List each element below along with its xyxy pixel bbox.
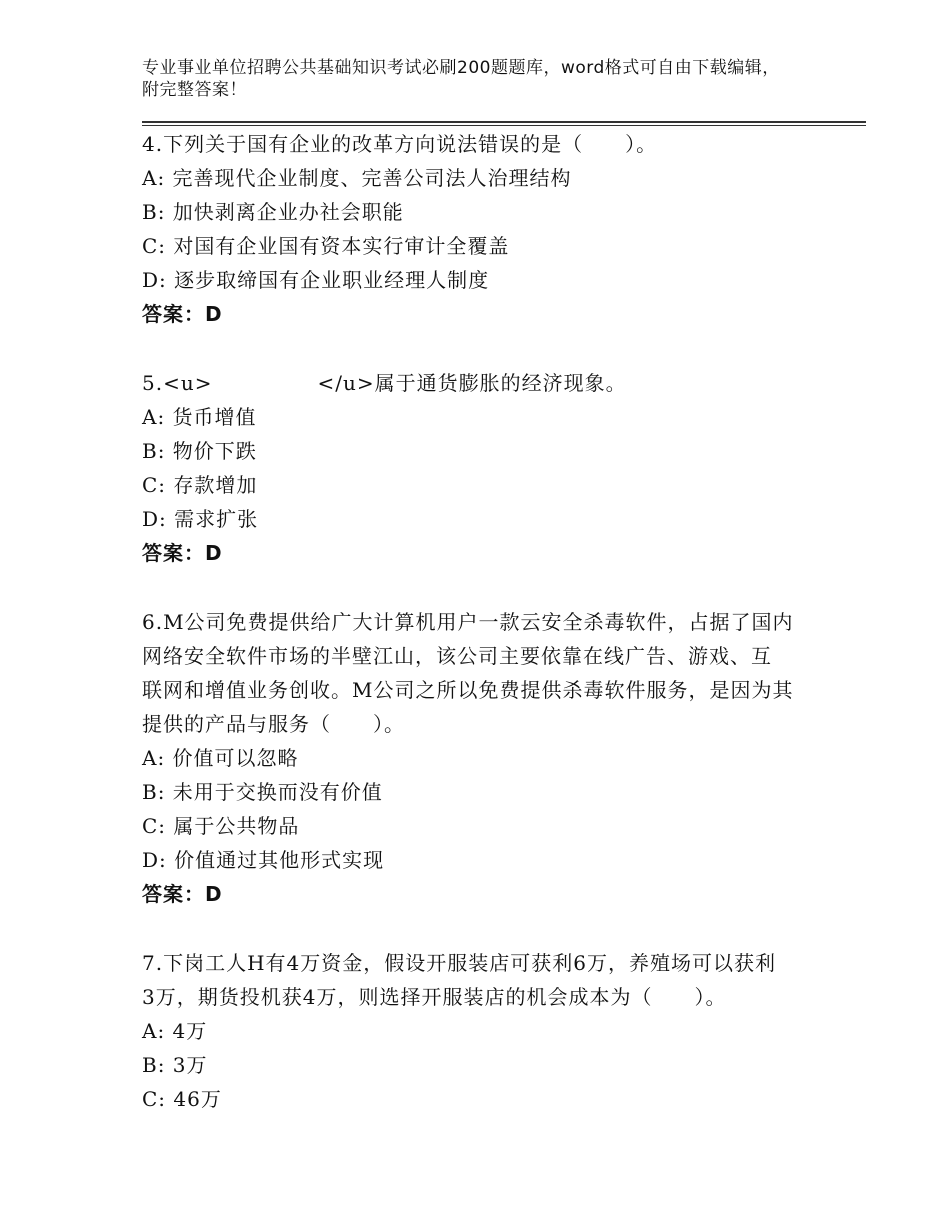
question-4-option-d: D: 逐步取缔国有企业职业经理人制度 xyxy=(142,268,490,292)
question-6-stem-line-4: 提供的产品与服务（ ）。 xyxy=(142,712,405,736)
question-6-stem-line-1: 6.M公司免费提供给广大计算机用户一款云安全杀毒软件，占据了国内 xyxy=(142,610,794,634)
question-7-option-a: A: 4万 xyxy=(142,1019,208,1043)
question-7-stem-line-2: 3万，期货投机获4万，则选择开服装店的机会成本为（ ）。 xyxy=(142,985,727,1009)
question-4-option-a: A: 完善现代企业制度、完善公司法人治理结构 xyxy=(142,166,572,190)
question-6-answer: 答案：D xyxy=(142,882,223,906)
question-6-option-b: B: 未用于交换而没有价值 xyxy=(142,780,383,804)
question-4-answer: 答案：D xyxy=(142,302,223,326)
header-divider-thin xyxy=(142,125,866,126)
question-4-stem: 4.下列关于国有企业的改革方向说法错误的是（ ）。 xyxy=(142,132,658,156)
question-5-answer: 答案：D xyxy=(142,541,223,565)
question-6-option-c: C: 属于公共物品 xyxy=(142,814,300,838)
question-4-option-b: B: 加快剥离企业办社会职能 xyxy=(142,200,404,224)
question-7-option-b: B: 3万 xyxy=(142,1053,208,1077)
question-6-stem-line-3: 联网和增值业务创收。M公司之所以免费提供杀毒软件服务，是因为其 xyxy=(142,678,794,702)
question-5-stem: 5.<u> </u>属于通货膨胀的经济现象。 xyxy=(142,371,627,395)
question-6-option-d: D: 价值通过其他形式实现 xyxy=(142,848,385,872)
header-divider-thick xyxy=(142,121,866,123)
document-header: 专业事业单位招聘公共基础知识考试必刷200题题库，word格式可自由下载编辑，附完整答案！ xyxy=(142,58,780,100)
question-5-option-c: C: 存款增加 xyxy=(142,473,258,497)
question-4-option-c: C: 对国有企业国有资本实行审计全覆盖 xyxy=(142,234,510,258)
question-5-option-b: B: 物价下跌 xyxy=(142,439,257,463)
question-6-stem-line-2: 网络安全软件市场的半壁江山，该公司主要依靠在线广告、游戏、互 xyxy=(142,644,772,668)
question-7-stem-line-1: 7.下岗工人H有4万资金，假设开服装店可获利6万，养殖场可以获利 xyxy=(142,951,776,975)
question-5-option-d: D: 需求扩张 xyxy=(142,507,259,531)
question-5-option-a: A: 货币增值 xyxy=(142,405,257,429)
question-6-option-a: A: 价值可以忽略 xyxy=(142,746,299,770)
question-7-option-c: C: 46万 xyxy=(142,1087,222,1111)
